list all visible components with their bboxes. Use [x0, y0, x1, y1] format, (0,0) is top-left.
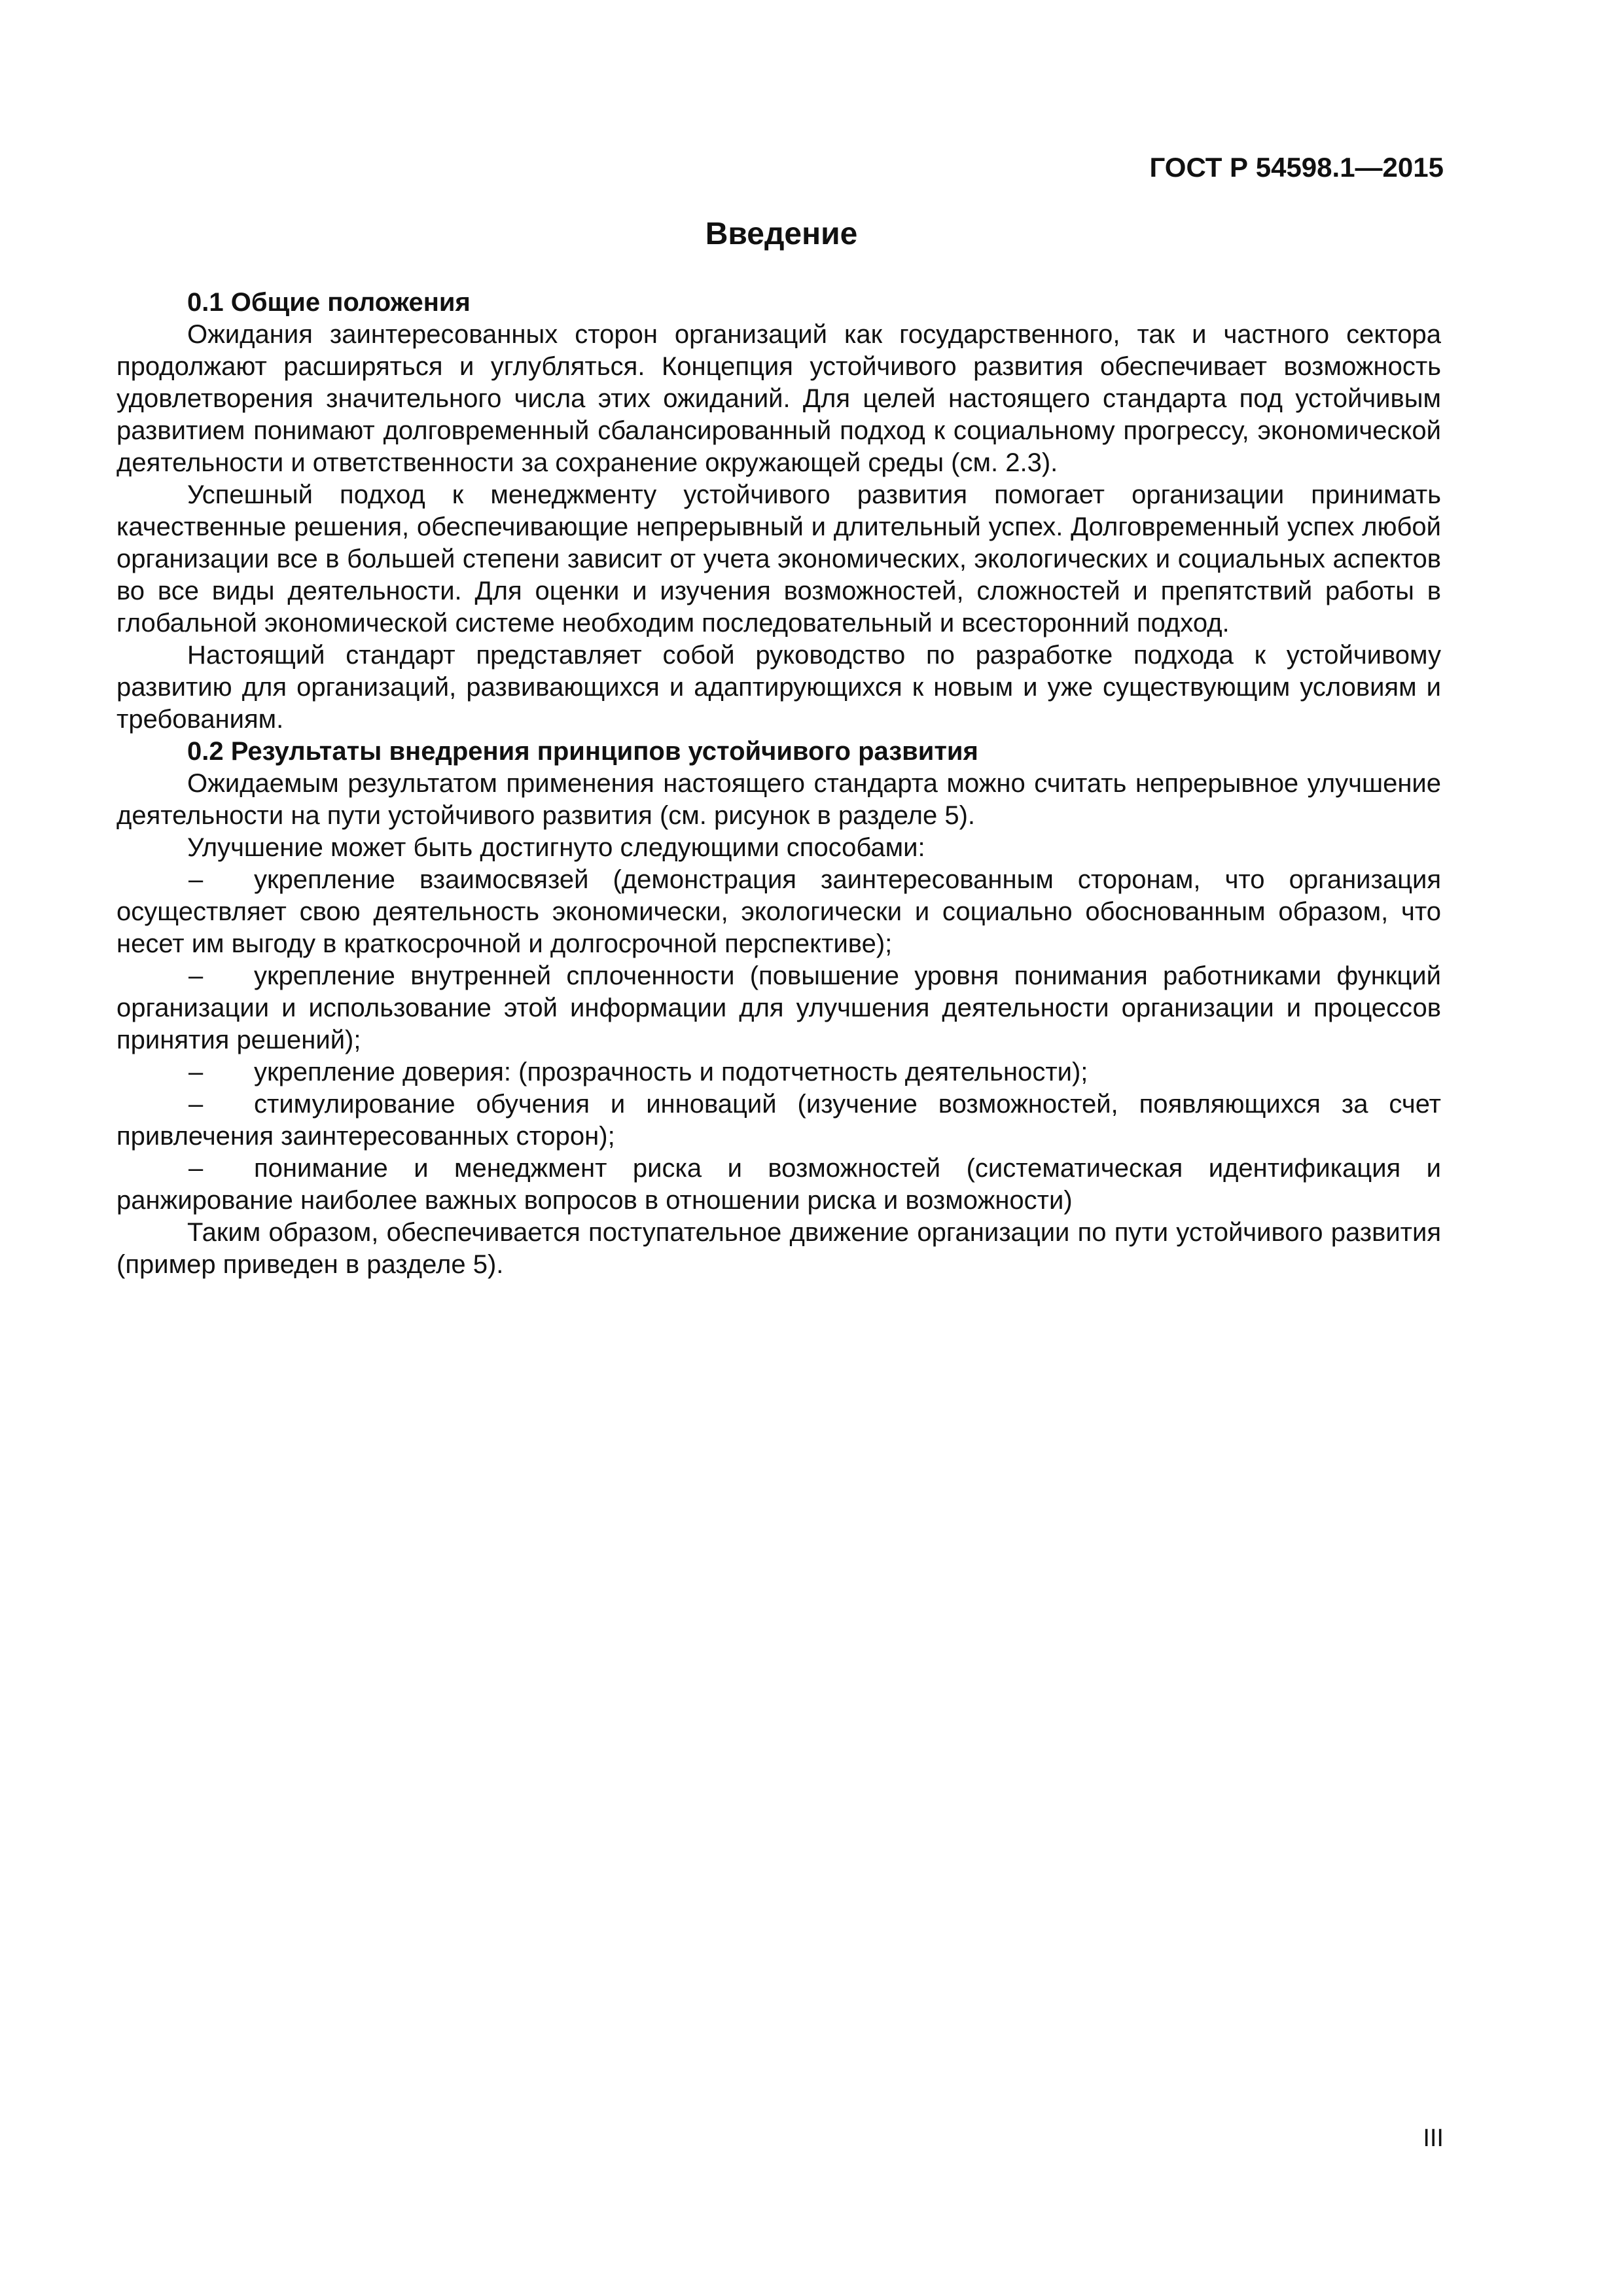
paragraph: Улучшение может быть достигнуто следующими способами: — [187, 833, 925, 862]
dash-marker: – — [188, 1058, 204, 1086]
page-number: III — [1423, 2125, 1444, 2152]
list-item-text: стимулирование обучения и инноваций (изучение возможностей, появляющихся за счет привлечения заинтересованных сторон); — [116, 1090, 1441, 1151]
list-item-text: укрепление доверия: (прозрачность и подотчетность деятельности); — [254, 1058, 1088, 1086]
document-code: ГОСТ Р 54598.1—2015 — [1149, 152, 1444, 183]
dash-marker: – — [188, 865, 204, 894]
paragraph: Ожидаемым результатом применения настоящего стандарта можно считать непрерывное улучшение деятельности на пути устойчивого развития (см. рисунок в разделе 5). — [116, 769, 1441, 830]
list-item-text: укрепление взаимосвязей (демонстрация заинтересованным сторонам, что организация осуществляет свою деятельность экономически, экологически и социально обоснованным образом, что несет им выгоду в краткосрочной и долгосрочной перспективе); — [116, 865, 1441, 958]
section-heading-general: 0.1 Общие положения — [187, 288, 471, 317]
list-item-text: укрепление внутренней сплоченности (повышение уровня понимания работниками функций организации и использование этой информации для улучшения деятельности организации и процессов принятия решений); — [116, 961, 1441, 1054]
list-item — [116, 960, 1441, 1056]
paragraph: Ожидания заинтересованных сторон организаций как государственного, так и частного сектора продолжают расширяться и углубляться. Концепция устойчивого развития обеспечивает возможность удовлетворения значительного числа этих ожиданий. Для целей настоящего стандарта под устойчивым развитием понимают долговременный сбалансированный подход к социальному прогрессу, экономической деятельности и ответственности за сохранение окружающей среды (см. 2.3). — [116, 320, 1441, 477]
document-body — [116, 287, 1441, 1281]
dash-marker: – — [188, 961, 204, 990]
closing-paragraph: Таким образом, обеспечивается поступательное движение организации по пути устойчивого развития (пример приведен в разделе 5). — [116, 1218, 1441, 1279]
list-item — [116, 1088, 1441, 1153]
paragraph: Настоящий стандарт представляет собой руководство по разработке подхода к устойчивому развитию для организаций, развивающихся и адаптирующихся к новым и уже существующим условиям и требованиям. — [116, 641, 1441, 734]
list-item — [116, 864, 1441, 960]
paragraph: Успешный подход к менеджменту устойчивого развития помогает организации принимать качественные решения, обеспечивающие непрерывный и длительный успех. Долговременный успех любой организации все в большей степени зависит от учета экономических, экологических и социальных аспектов во все виды деятельности. Для оценки и изучения возможностей, сложностей и препятствий работы в глобальной экономической системе необходим последовательный и всесторонний подход. — [116, 480, 1441, 637]
section-heading-results: 0.2 Результаты внедрения принципов устойчивого развития — [187, 737, 978, 766]
list-item — [116, 1153, 1441, 1217]
dash-marker: – — [188, 1154, 204, 1183]
list-item-text: понимание и менеджмент риска и возможностей (систематическая идентификация и ранжирование наиболее важных вопросов в отношении риска и возможности) — [116, 1154, 1441, 1215]
dash-marker: – — [188, 1090, 204, 1119]
page-title: Введение — [705, 217, 858, 251]
list-item — [116, 1056, 1441, 1088]
